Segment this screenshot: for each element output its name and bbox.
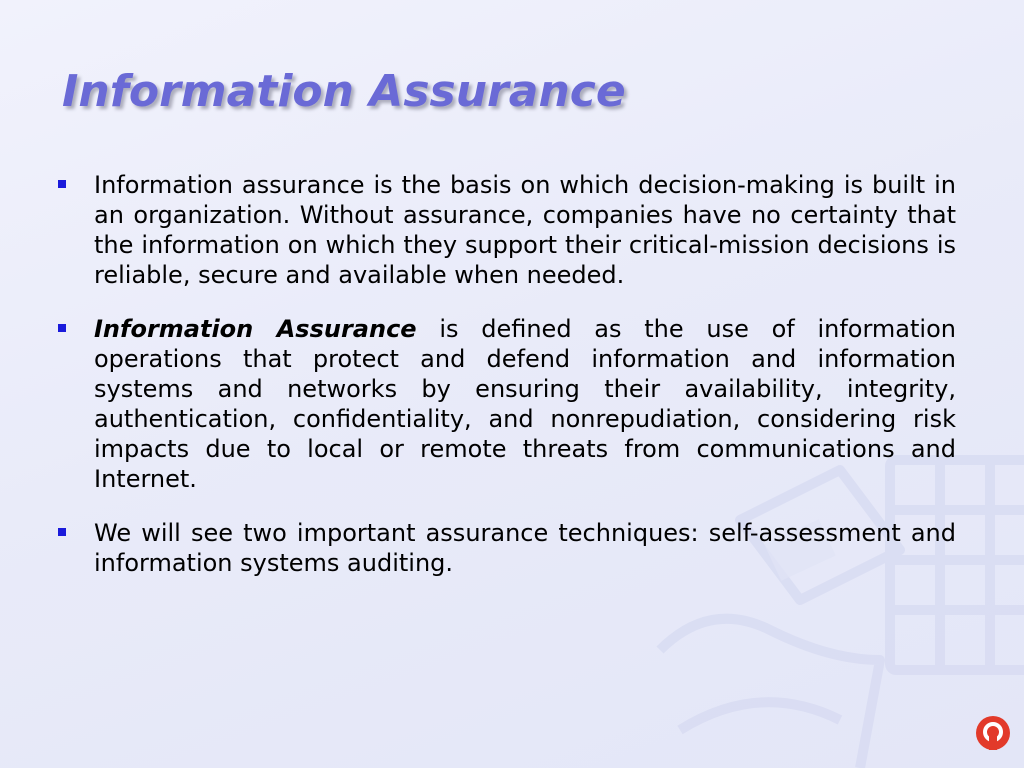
bullet-emphasis: Information Assurance: [94, 315, 417, 343]
bullet-list: [56, 170, 956, 602]
bullet-text: We will see two important assurance techniques: self-assessment and information systems auditing.: [94, 519, 956, 577]
square-bullet-icon: [58, 180, 66, 188]
bullet-text: is defined as the use of information operations that protect and defend information and information systems and networks by ensuring their availability, integrity, authentication, confidentiality, and nonrepudiation, considering risk impacts due to local or remote threats from communications and Internet.: [94, 315, 956, 493]
square-bullet-icon: [58, 528, 66, 536]
bullet-item: [56, 518, 956, 578]
bullet-item: [56, 170, 956, 290]
logo-icon: [974, 714, 1012, 752]
slide-title: Information Assurance: [62, 66, 626, 117]
square-bullet-icon: [58, 324, 66, 332]
bullet-item: [56, 314, 956, 494]
bullet-text: Information assurance is the basis on which decision-making is built in an organization. Without assurance, companies have no certainty that the information on which they support their critical-mission decisions is reliable, secure and available when needed.: [94, 171, 956, 289]
